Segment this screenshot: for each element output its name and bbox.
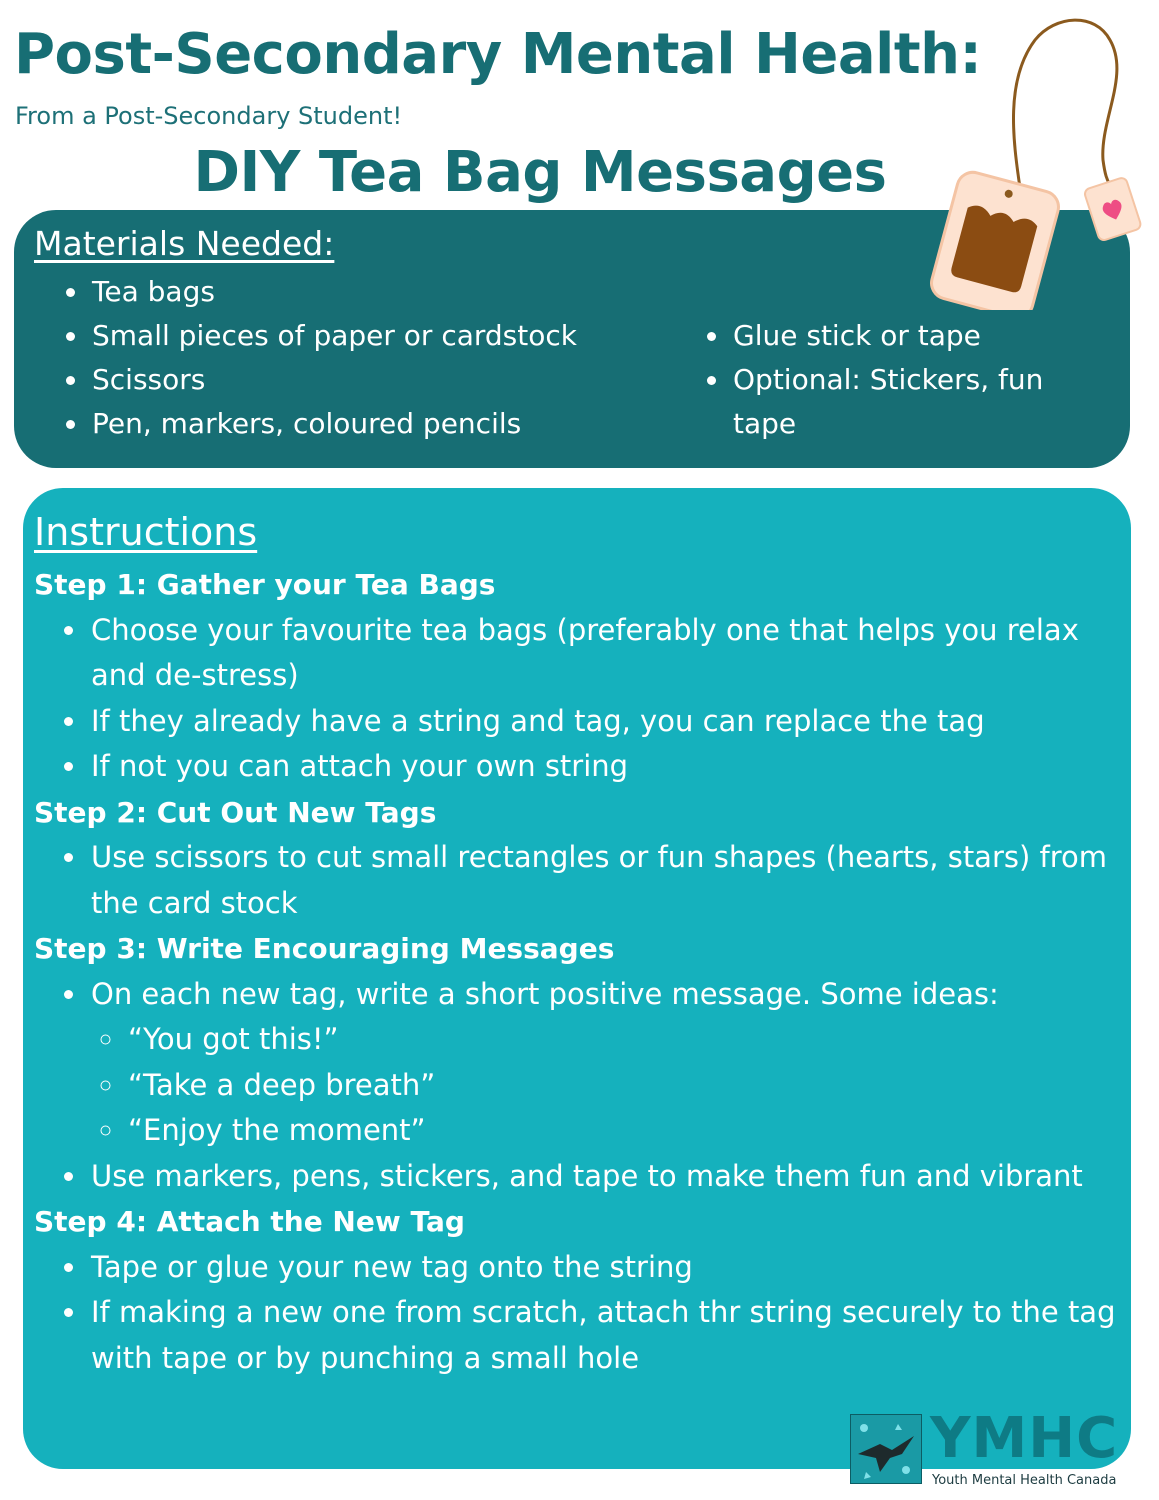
material-item: • Tea bags [90, 270, 710, 314]
step-title: Step 1: Gather your Tea Bags [34, 568, 496, 601]
materials-list-left [54, 270, 710, 446]
message-idea: ◦ “Take a deep breath” [126, 1063, 1124, 1109]
message-idea: ◦ “You got this!” [126, 1017, 1124, 1063]
materials-list-right [695, 314, 1061, 446]
material-item: • Pen, markers, coloured pencils [90, 402, 710, 446]
tea-bag-icon [925, 10, 1155, 310]
step-list [34, 972, 1124, 1200]
message-idea: ◦ “Enjoy the moment” [126, 1108, 1124, 1154]
step-item-text: On each new tag, write a short positive message. Some ideas: [91, 976, 999, 1011]
ymhc-logo-subtext: Youth Mental Health Canada [932, 1473, 1117, 1488]
materials-title: Materials Needed: [34, 224, 335, 263]
step-item: • If not you can attach your own string [89, 744, 1124, 790]
material-item: • Glue stick or tape [731, 314, 1061, 358]
ymhc-logo [850, 1406, 1132, 1490]
instructions-title: Instructions [34, 510, 258, 554]
step-item: • Use scissors to cut small rectangles or fun shapes (hearts, stars) from the card stock [89, 835, 1124, 926]
step-item: • Tape or glue your new tag onto the string [89, 1245, 1124, 1291]
step-item: • If making a new one from scratch, attach thr string securely to the tag with tape or by punching a small hole [89, 1290, 1124, 1381]
material-item: • Small pieces of paper or cardstock [90, 314, 710, 358]
step-list [34, 608, 1124, 790]
step-item [89, 972, 1124, 1154]
instructions-panel [23, 488, 1131, 1469]
step-list [34, 835, 1124, 926]
page-title: Post-Secondary Mental Health: [14, 22, 982, 87]
activity-heading: DIY Tea Bag Messages [193, 140, 887, 205]
steps-container [34, 562, 1124, 1381]
step-title: Step 2: Cut Out New Tags [34, 795, 437, 829]
material-item: • Optional: Stickers, fun tape [731, 358, 1061, 446]
step-list [34, 1245, 1124, 1382]
ymhc-logo-text: YMHC [930, 1406, 1119, 1471]
message-ideas-list [91, 1017, 1124, 1154]
page-subtitle: From a Post-Secondary Student! [15, 102, 403, 130]
step-title: Step 3: Write Encouraging Messages [34, 932, 615, 965]
ymhc-logo-icon [850, 1414, 922, 1484]
step-item: • If they already have a string and tag, you can replace the tag [89, 699, 1124, 745]
material-item: • Scissors [90, 358, 710, 402]
step-title: Step 4: Attach the New Tag [34, 1205, 465, 1238]
step-item: • Use markers, pens, stickers, and tape to make them fun and vibrant [89, 1154, 1124, 1200]
step-item: • Choose your favourite tea bags (preferably one that helps you relax and de-stress) [89, 608, 1124, 699]
